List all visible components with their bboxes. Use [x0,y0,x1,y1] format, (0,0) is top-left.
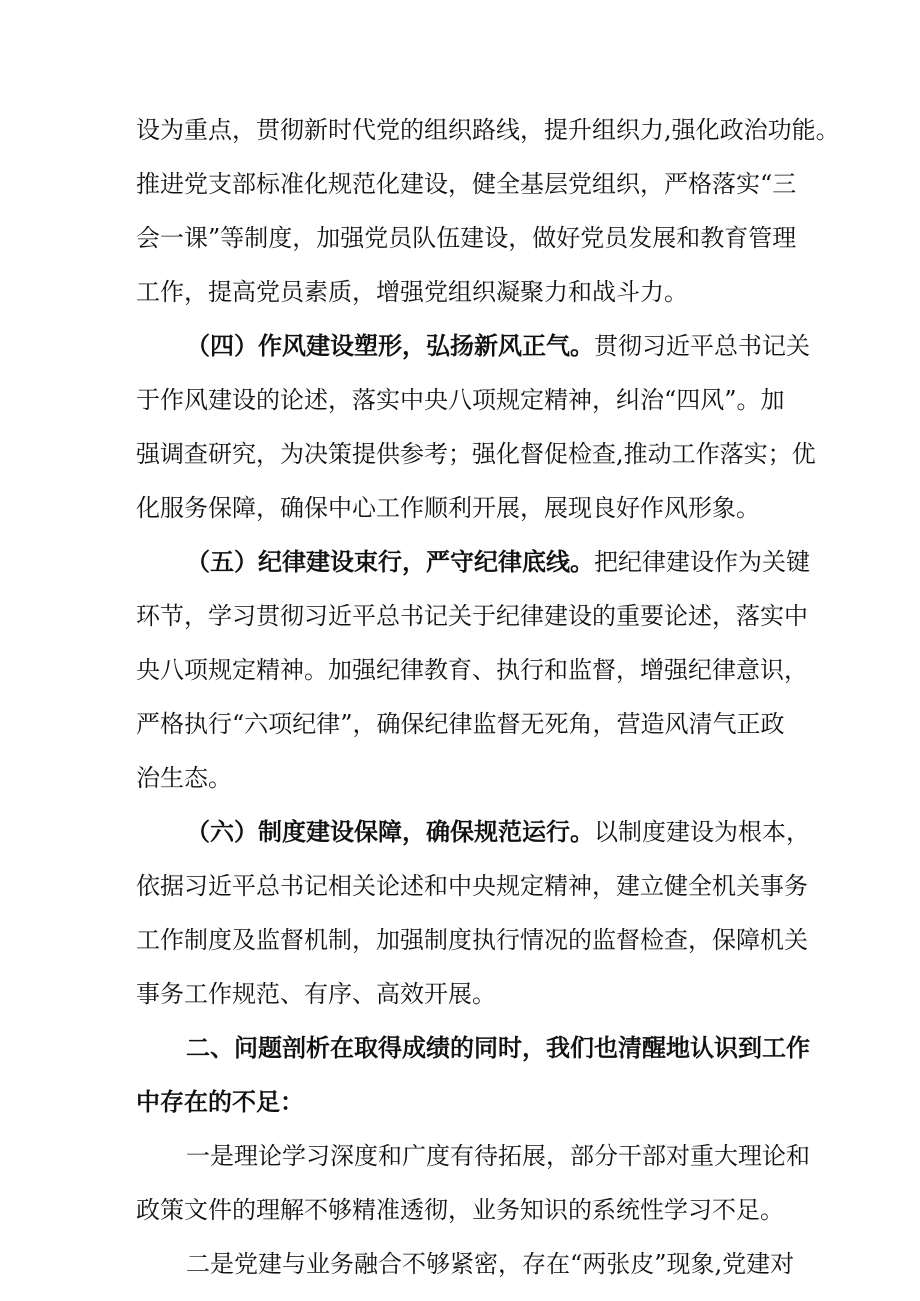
text-line: 事务工作规范、有序、高效开展。 [136,980,496,1008]
text-line: 设为重点，贯彻新时代党的组织路线，提升组织力,强化政治功能。 [136,116,840,144]
text-line: 二是党建与业务融合不够紧密，存在“两张皮”现象,党建对 [186,1250,795,1278]
text-line: 化服务保障，确保中心工作顺利开展，展现良好作风形象。 [136,494,760,522]
text-line: 工作制度及监督机制，加强制度执行情况的监督检查，保障机关 [136,926,808,954]
section-line [186,542,810,582]
text-line: 政策文件的理解不够精准透彻，业务知识的系统性学习不足。 [136,1196,784,1224]
section-text: 以制度建设为根本， [594,818,810,846]
text-line: 会一课”等制度，加强党员队伍建设，做好党员发展和教育管理 [136,224,797,252]
text-line: 央八项规定精神。加强纪律教育、执行和监督，增强纪律意识， [136,656,808,684]
section-heading: （四）作风建设塑形，弘扬新风正气。 [186,332,594,360]
text-line: 治生态。 [136,764,232,792]
text-line: 强调查研究，为决策提供参考；强化督促检查,推动工作落实；优 [136,440,816,468]
section-text: 把纪律建设作为关键 [594,548,810,576]
chapter-heading: 二、问题剖析在取得成绩的同时，我们也清醒地认识到工作 [186,1034,810,1062]
section-line [186,326,810,366]
text-line: 一是理论学习深度和广度有待拓展，部分干部对重大理论和 [186,1142,810,1170]
text-line: 依据习近平总书记相关论述和中央规定精神，建立健全机关事务 [136,872,808,900]
text-line: 于作风建设的论述，落实中央八项规定精神，纠治“四风”。加 [136,386,785,414]
section-heading: （六）制度建设保障，确保规范运行。 [186,818,594,846]
section-heading: （五）纪律建设束行，严守纪律底线。 [186,548,594,576]
text-line: 工作，提高党员素质，增强党组织凝聚力和战斗力。 [136,278,688,306]
text-line: 环节，学习贯彻习近平总书记关于纪律建设的重要论述，落实中 [136,602,808,630]
section-text: 贯彻习近平总书记关 [594,332,810,360]
chapter-heading: 中存在的不足： [136,1088,304,1116]
text-line: 严格执行“六项纪律”，确保纪律监督无死角，营造风清气正政 [136,710,785,738]
section-line [186,812,810,852]
text-line: 推进党支部标准化规范化建设，健全基层党组织，严格落实“三 [136,170,797,198]
